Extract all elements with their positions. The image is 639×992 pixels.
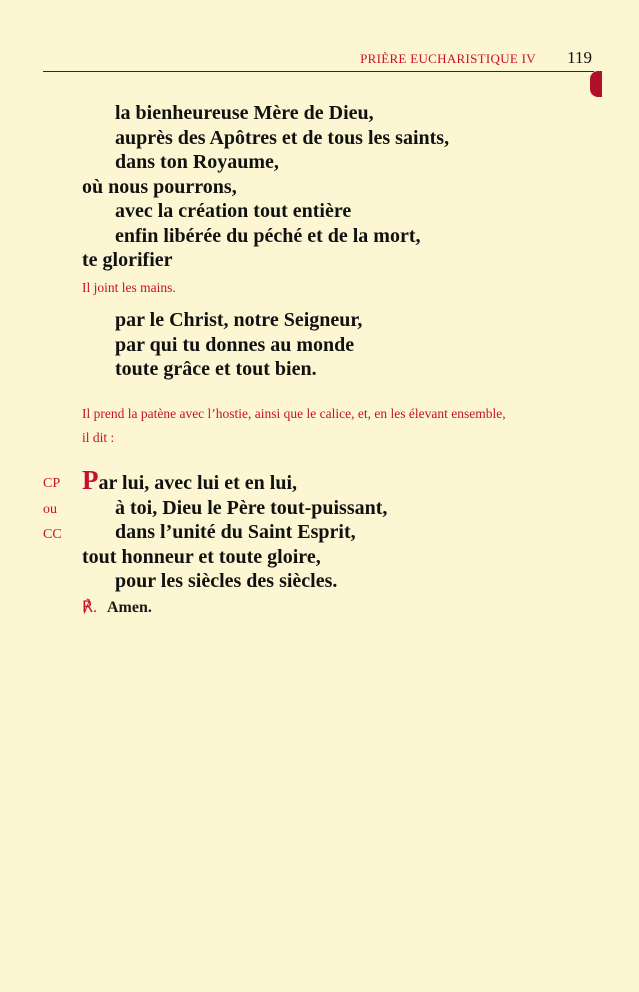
page-header	[43, 47, 594, 72]
rubric-elevation	[82, 402, 506, 450]
rubric-line: il dit :	[82, 430, 115, 445]
prayer-block-1	[82, 101, 449, 273]
prayer-line: te glorifier	[82, 249, 173, 271]
prayer-line: tout honneur et toute gloire,	[82, 545, 321, 568]
prayer-line: toute grâce et tout bien.	[115, 358, 317, 380]
margin-label-cp: CP	[43, 476, 61, 491]
doxology-first-line-text: ar lui, avec lui et en lui,	[98, 472, 298, 494]
margin-label-ou: ou	[43, 502, 57, 517]
response-symbol: ℟.	[82, 599, 97, 616]
rubric-line: Il prend la patène avec l’hostie, ainsi que le calice, et, en les élevant ensemble,	[82, 406, 506, 421]
prayer-line: avec la création tout entière	[115, 200, 352, 222]
doxology-block	[82, 465, 388, 594]
margin-label-cc: CC	[43, 527, 62, 542]
rubric-joins-hands: Il joint les mains.	[82, 280, 176, 295]
drop-cap: P	[82, 465, 99, 495]
prayer-line: à toi, Dieu le Père tout-puissant,	[115, 496, 388, 519]
running-title: PRIÈRE EUCHARISTIQUE IV	[360, 51, 536, 66]
prayer-line: enfin libérée du péché et de la mort,	[115, 224, 421, 247]
prayer-block-2	[82, 308, 362, 382]
doxology-first-line	[82, 465, 387, 496]
prayer-line: par le Christ, notre Seigneur,	[115, 309, 363, 331]
prayer-line: la bienheureuse Mère de Dieu,	[115, 102, 374, 124]
response-amen	[82, 597, 152, 617]
prayer-line: dans l’unité du Saint Esprit,	[115, 521, 356, 543]
response-text: Amen.	[106, 599, 152, 616]
page-number: 119	[567, 48, 592, 67]
thumb-tab-marker	[590, 71, 602, 97]
prayer-line: auprès des Apôtres et de tous les saints,	[115, 126, 450, 149]
prayer-line: dans ton Royaume,	[115, 151, 279, 173]
prayer-line: où nous pourrons,	[82, 175, 237, 198]
prayer-line: par qui tu donnes au monde	[115, 333, 355, 356]
prayer-line: pour les siècles des siècles.	[115, 570, 338, 592]
